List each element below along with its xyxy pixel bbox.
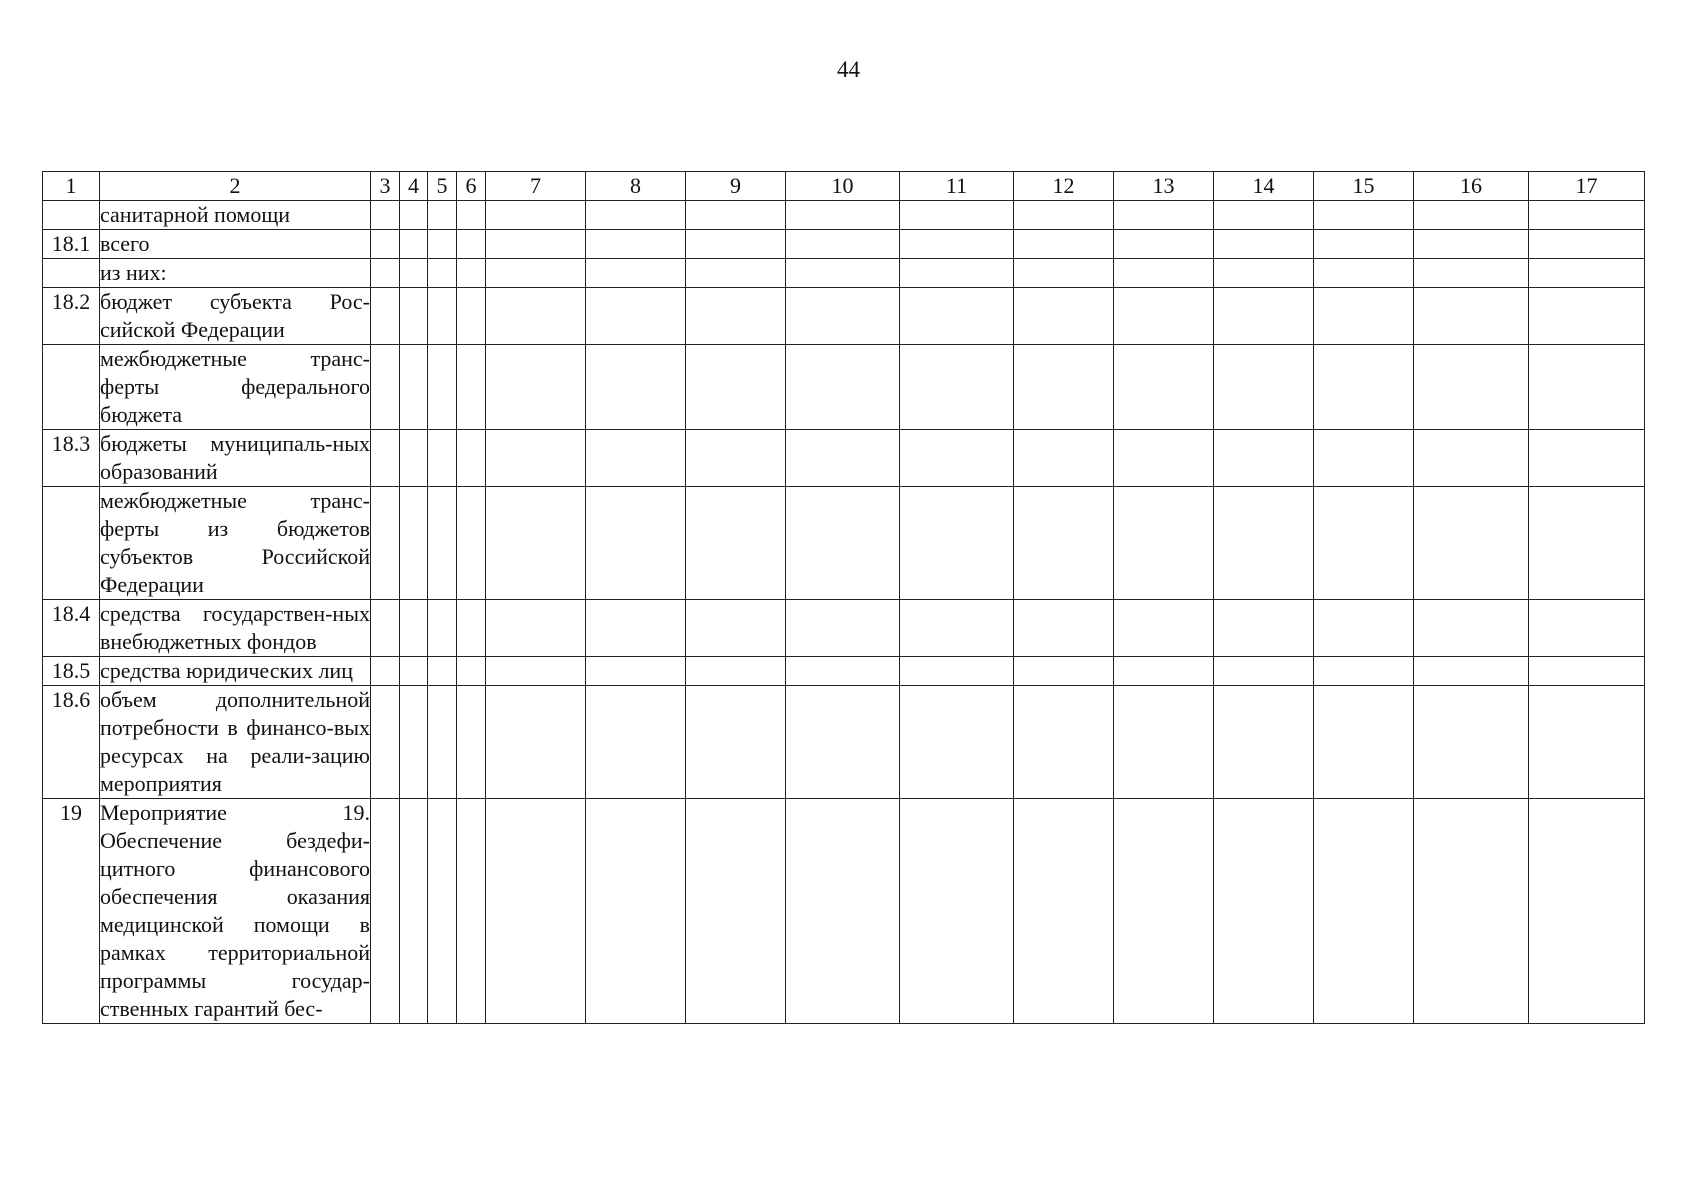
data-cell-col-13 (1114, 230, 1214, 259)
row-number: 18.4 (43, 600, 100, 657)
data-cell-col-8 (586, 686, 686, 799)
data-cell-col-13 (1114, 430, 1214, 487)
data-cell-col-5 (428, 288, 457, 345)
row-description: санитарной помощи (100, 201, 371, 230)
data-cell-col-13 (1114, 686, 1214, 799)
data-cell-col-6 (457, 288, 486, 345)
data-cell-col-4 (400, 799, 428, 1024)
data-cell-col-16 (1414, 657, 1529, 686)
row-number: 18.1 (43, 230, 100, 259)
row-description: средства государствен-ных внебюджетных фондов (100, 600, 371, 657)
data-cell-col-11 (900, 201, 1014, 230)
table-row (43, 230, 1645, 259)
row-number: 19 (43, 799, 100, 1024)
data-cell-col-10 (786, 345, 900, 430)
data-cell-col-8 (586, 288, 686, 345)
data-cell-col-17 (1529, 686, 1645, 799)
column-header-10: 10 (786, 172, 900, 201)
row-description: Мероприятие 19. Обеспечение бездефи-цитного финансового обеспечения оказания медицинской помощи в рамках территориальной программы государ-ственных гарантий бес- (100, 799, 371, 1024)
row-number: 18.6 (43, 686, 100, 799)
data-cell-col-15 (1314, 799, 1414, 1024)
data-cell-col-15 (1314, 259, 1414, 288)
data-cell-col-3 (371, 657, 400, 686)
table-row (43, 430, 1645, 487)
data-cell-col-10 (786, 288, 900, 345)
data-cell-col-7 (486, 288, 586, 345)
data-cell-col-16 (1414, 600, 1529, 657)
data-cell-col-8 (586, 657, 686, 686)
data-cell-col-5 (428, 230, 457, 259)
row-description: бюджет субъекта Рос-сийской Федерации (100, 288, 371, 345)
row-description: межбюджетные транс-ферты из бюджетов субъектов Российской Федерации (100, 487, 371, 600)
row-description: объем дополнительной потребности в финансо-вых ресурсах на реали-зацию мероприятия (100, 686, 371, 799)
table-row (43, 657, 1645, 686)
table-row (43, 201, 1645, 230)
data-cell-col-14 (1214, 201, 1314, 230)
column-header-4: 4 (400, 172, 428, 201)
data-cell-col-3 (371, 259, 400, 288)
data-cell-col-7 (486, 686, 586, 799)
data-cell-col-9 (686, 799, 786, 1024)
data-cell-col-7 (486, 600, 586, 657)
data-cell-col-5 (428, 686, 457, 799)
data-cell-col-3 (371, 686, 400, 799)
data-cell-col-13 (1114, 657, 1214, 686)
data-cell-col-10 (786, 686, 900, 799)
data-cell-col-12 (1014, 230, 1114, 259)
data-cell-col-6 (457, 600, 486, 657)
data-cell-col-17 (1529, 487, 1645, 600)
data-cell-col-7 (486, 345, 586, 430)
table-row (43, 799, 1645, 1024)
data-cell-col-9 (686, 201, 786, 230)
table-row (43, 259, 1645, 288)
data-cell-col-11 (900, 259, 1014, 288)
data-cell-col-13 (1114, 345, 1214, 430)
row-number (43, 259, 100, 288)
budget-table (42, 171, 1645, 1024)
data-cell-col-8 (586, 259, 686, 288)
data-cell-col-5 (428, 345, 457, 430)
data-cell-col-16 (1414, 686, 1529, 799)
row-number: 18.3 (43, 430, 100, 487)
data-cell-col-3 (371, 345, 400, 430)
data-cell-col-11 (900, 345, 1014, 430)
data-cell-col-11 (900, 799, 1014, 1024)
data-cell-col-9 (686, 430, 786, 487)
data-cell-col-17 (1529, 201, 1645, 230)
column-header-6: 6 (457, 172, 486, 201)
data-cell-col-7 (486, 657, 586, 686)
data-cell-col-5 (428, 487, 457, 600)
row-number: 18.5 (43, 657, 100, 686)
column-header-11: 11 (900, 172, 1014, 201)
data-cell-col-15 (1314, 600, 1414, 657)
data-cell-col-11 (900, 230, 1014, 259)
data-cell-col-12 (1014, 799, 1114, 1024)
data-cell-col-9 (686, 686, 786, 799)
data-cell-col-4 (400, 345, 428, 430)
row-number (43, 201, 100, 230)
column-header-14: 14 (1214, 172, 1314, 201)
data-cell-col-11 (900, 288, 1014, 345)
data-cell-col-13 (1114, 487, 1214, 600)
page-number: 44 (837, 57, 860, 82)
data-cell-col-6 (457, 487, 486, 600)
data-cell-col-12 (1014, 430, 1114, 487)
data-cell-col-15 (1314, 686, 1414, 799)
data-cell-col-15 (1314, 201, 1414, 230)
data-cell-col-17 (1529, 288, 1645, 345)
data-cell-col-15 (1314, 657, 1414, 686)
data-cell-col-7 (486, 799, 586, 1024)
data-cell-col-11 (900, 657, 1014, 686)
data-cell-col-4 (400, 201, 428, 230)
data-cell-col-12 (1014, 657, 1114, 686)
data-cell-col-4 (400, 430, 428, 487)
data-cell-col-12 (1014, 345, 1114, 430)
data-cell-col-15 (1314, 430, 1414, 487)
data-cell-col-12 (1014, 201, 1114, 230)
data-cell-col-9 (686, 487, 786, 600)
data-cell-col-12 (1014, 686, 1114, 799)
table-row (43, 686, 1645, 799)
data-cell-col-5 (428, 799, 457, 1024)
column-header-3: 3 (371, 172, 400, 201)
data-cell-col-17 (1529, 430, 1645, 487)
data-cell-col-5 (428, 600, 457, 657)
data-cell-col-13 (1114, 201, 1214, 230)
column-header-15: 15 (1314, 172, 1414, 201)
table-row (43, 288, 1645, 345)
data-cell-col-9 (686, 345, 786, 430)
data-cell-col-7 (486, 230, 586, 259)
data-cell-col-4 (400, 686, 428, 799)
data-cell-col-14 (1214, 345, 1314, 430)
data-cell-col-5 (428, 201, 457, 230)
column-header-1: 1 (43, 172, 100, 201)
data-cell-col-17 (1529, 230, 1645, 259)
data-cell-col-14 (1214, 430, 1314, 487)
data-cell-col-7 (486, 259, 586, 288)
data-cell-col-9 (686, 259, 786, 288)
column-header-7: 7 (486, 172, 586, 201)
data-cell-col-11 (900, 600, 1014, 657)
table-row (43, 600, 1645, 657)
data-cell-col-4 (400, 259, 428, 288)
data-cell-col-16 (1414, 345, 1529, 430)
data-cell-col-4 (400, 657, 428, 686)
data-cell-col-13 (1114, 288, 1214, 345)
column-header-13: 13 (1114, 172, 1214, 201)
data-cell-col-12 (1014, 288, 1114, 345)
row-description: из них: (100, 259, 371, 288)
column-header-2: 2 (100, 172, 371, 201)
row-description: бюджеты муниципаль-ных образований (100, 430, 371, 487)
data-cell-col-10 (786, 600, 900, 657)
data-cell-col-9 (686, 657, 786, 686)
data-cell-col-16 (1414, 487, 1529, 600)
data-cell-col-16 (1414, 230, 1529, 259)
data-cell-col-17 (1529, 600, 1645, 657)
data-cell-col-13 (1114, 799, 1214, 1024)
data-cell-col-14 (1214, 259, 1314, 288)
column-header-17: 17 (1529, 172, 1645, 201)
table-row (43, 345, 1645, 430)
data-cell-col-4 (400, 288, 428, 345)
data-cell-col-17 (1529, 799, 1645, 1024)
row-number (43, 487, 100, 600)
data-cell-col-8 (586, 430, 686, 487)
data-cell-col-8 (586, 345, 686, 430)
data-cell-col-7 (486, 430, 586, 487)
data-cell-col-10 (786, 259, 900, 288)
data-cell-col-3 (371, 600, 400, 657)
data-cell-col-7 (486, 487, 586, 600)
row-description: всего (100, 230, 371, 259)
data-cell-col-16 (1414, 201, 1529, 230)
data-cell-col-13 (1114, 259, 1214, 288)
data-cell-col-15 (1314, 345, 1414, 430)
row-description: межбюджетные транс-ферты федерального бюджета (100, 345, 371, 430)
data-cell-col-17 (1529, 259, 1645, 288)
data-cell-col-9 (686, 288, 786, 345)
data-cell-col-8 (586, 799, 686, 1024)
data-cell-col-3 (371, 487, 400, 600)
data-cell-col-9 (686, 600, 786, 657)
data-cell-col-16 (1414, 259, 1529, 288)
column-header-16: 16 (1414, 172, 1529, 201)
data-cell-col-10 (786, 201, 900, 230)
data-cell-col-12 (1014, 600, 1114, 657)
data-cell-col-3 (371, 230, 400, 259)
data-cell-col-6 (457, 686, 486, 799)
data-cell-col-14 (1214, 657, 1314, 686)
data-cell-col-6 (457, 230, 486, 259)
data-cell-col-6 (457, 345, 486, 430)
data-cell-col-8 (586, 600, 686, 657)
column-header-12: 12 (1014, 172, 1114, 201)
data-cell-col-4 (400, 487, 428, 600)
column-header-row (43, 172, 1645, 201)
data-cell-col-8 (586, 230, 686, 259)
data-cell-col-14 (1214, 487, 1314, 600)
data-cell-col-3 (371, 288, 400, 345)
data-cell-col-11 (900, 487, 1014, 600)
data-cell-col-6 (457, 201, 486, 230)
data-cell-col-14 (1214, 799, 1314, 1024)
data-cell-col-3 (371, 430, 400, 487)
data-cell-col-6 (457, 657, 486, 686)
table-row (43, 487, 1645, 600)
data-cell-col-14 (1214, 288, 1314, 345)
data-cell-col-15 (1314, 487, 1414, 600)
data-cell-col-6 (457, 430, 486, 487)
data-cell-col-14 (1214, 230, 1314, 259)
data-cell-col-5 (428, 657, 457, 686)
data-cell-col-6 (457, 259, 486, 288)
data-cell-col-15 (1314, 230, 1414, 259)
data-cell-col-17 (1529, 657, 1645, 686)
row-number: 18.2 (43, 288, 100, 345)
data-cell-col-15 (1314, 288, 1414, 345)
data-cell-col-10 (786, 230, 900, 259)
data-cell-col-4 (400, 600, 428, 657)
data-cell-col-12 (1014, 259, 1114, 288)
data-cell-col-14 (1214, 686, 1314, 799)
column-header-9: 9 (686, 172, 786, 201)
data-cell-col-13 (1114, 600, 1214, 657)
data-cell-col-11 (900, 430, 1014, 487)
data-cell-col-3 (371, 201, 400, 230)
data-cell-col-16 (1414, 799, 1529, 1024)
data-cell-col-10 (786, 799, 900, 1024)
data-cell-col-10 (786, 487, 900, 600)
data-cell-col-9 (686, 230, 786, 259)
data-cell-col-5 (428, 430, 457, 487)
data-cell-col-4 (400, 230, 428, 259)
data-cell-col-10 (786, 657, 900, 686)
data-cell-col-5 (428, 259, 457, 288)
data-cell-col-14 (1214, 600, 1314, 657)
data-cell-col-12 (1014, 487, 1114, 600)
data-cell-col-17 (1529, 345, 1645, 430)
data-cell-col-7 (486, 201, 586, 230)
data-cell-col-11 (900, 686, 1014, 799)
column-header-5: 5 (428, 172, 457, 201)
data-cell-col-8 (586, 487, 686, 600)
data-cell-col-8 (586, 201, 686, 230)
row-description: средства юридических лиц (100, 657, 371, 686)
data-cell-col-6 (457, 799, 486, 1024)
data-cell-col-3 (371, 799, 400, 1024)
row-number (43, 345, 100, 430)
data-cell-col-16 (1414, 288, 1529, 345)
data-cell-col-16 (1414, 430, 1529, 487)
column-header-8: 8 (586, 172, 686, 201)
data-cell-col-10 (786, 430, 900, 487)
